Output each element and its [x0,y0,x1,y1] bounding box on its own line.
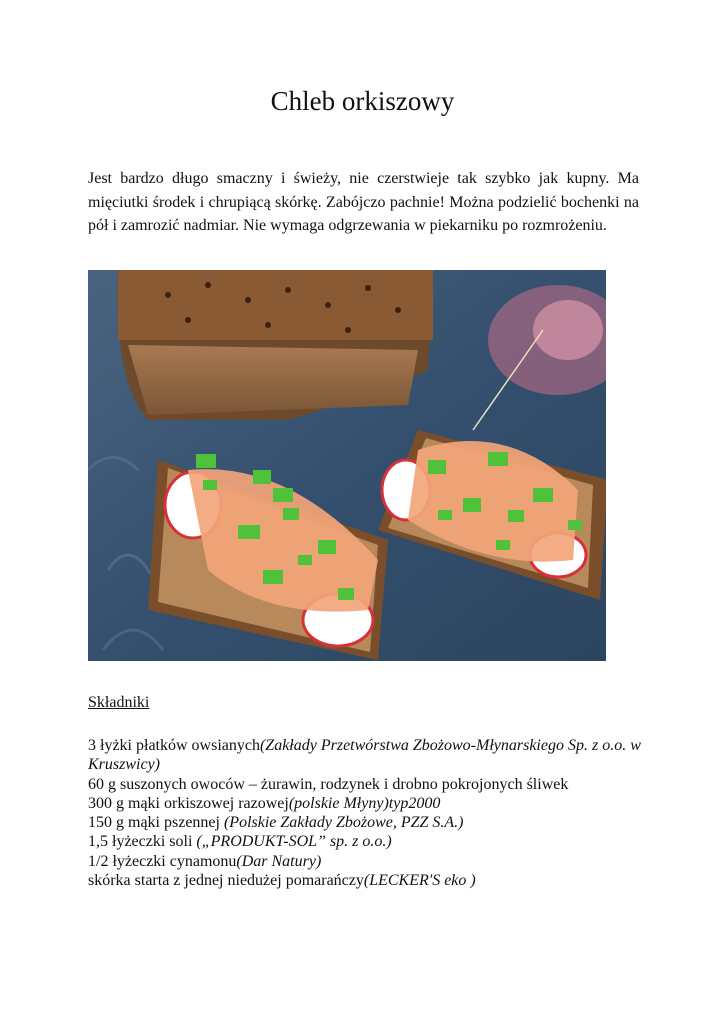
ingredient-brand: (Polskie Zakłady Zbożowe, PZZ S.A.) [223,814,464,832]
list-item [88,775,648,794]
ingredient-text: 60 g suszonych owoców – żurawin, rodzynek i drobno pokrojonych śliwek [88,775,569,793]
list-item [88,852,648,871]
ingredient-brand: („PRODUKT-SOL” sp. z o.o.) [196,833,392,851]
ingredient-brand: (polskie Młyny)typ2000 [288,794,441,812]
list-item [88,871,648,890]
ingredient-brand: (Dar Natury) [236,852,322,870]
bread-photo [88,270,606,661]
list-item [88,813,648,832]
intro-paragraph: Jest bardzo długo smaczny i świeży, nie czerstwieje tak szybko jak kupny. Ma mięciutki środek i chrupiącą skórkę. Zabójczo pachnie! Można podzielić bochenki na pół i zamrozić nadmiar. Nie wymaga odgrzewania w piekarniku po rozmrożeniu. [88,170,639,234]
page-title: Chleb orkiszowy [270,86,455,116]
ingredients-heading: Składniki [88,694,150,711]
list-item [88,736,648,775]
list-item [88,832,648,851]
ingredient-brand: (LECKER'S eko ) [363,872,476,890]
list-item [88,794,648,813]
ingredient-text: 1,5 łyżeczki soli [88,833,197,851]
ingredient-text: 1/2 łyżeczki cynamonu [88,852,237,870]
ingredient-text: 3 łyżki płatków owsianych [88,737,260,754]
ingredient-text: 150 g mąki pszennej [88,814,224,832]
ingredient-text: skórka starta z jednej niedużej pomarańczy [88,872,364,890]
ingredient-text: 300 g mąki orkiszowej razowej [88,794,289,812]
ingredient-brand: (Zakłady Przetwórstwa Zbożowo-Młynarskiego Sp. z o.o. w Kruszwicy) [88,737,641,774]
ingredients-list [88,736,648,890]
